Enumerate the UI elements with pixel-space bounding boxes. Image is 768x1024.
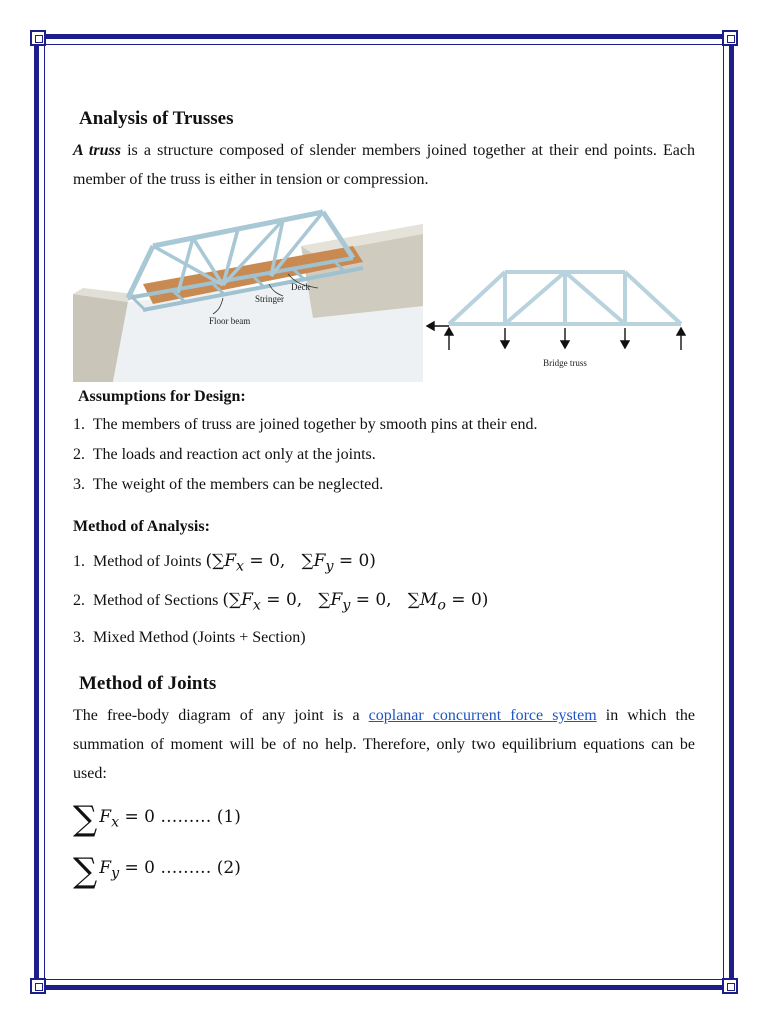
section-title-method-of-joints: Method of Joints bbox=[79, 672, 217, 694]
document-content bbox=[73, 100, 695, 897]
section-title-analysis-of-trusses: Analysis of Trusses bbox=[79, 108, 234, 129]
list-item-method-of-sections: 2. Method of Sections ($\sum F_x = 0$, $\sum F_y = 0$, $\sum M_o = 0$) bbox=[73, 590, 489, 614]
sigma-symbol: ∑ bbox=[73, 799, 98, 840]
corner-ornament-bottom-left bbox=[30, 978, 46, 994]
sigma-symbol: ∑ bbox=[73, 850, 98, 891]
equation-sum-fx: ∑ $F_x = 0$ ……… (1) bbox=[73, 799, 241, 840]
truss-definition-text: is a structure composed of slender members joined together at their end points. Each member of the truss is either in tension or compression. bbox=[73, 142, 696, 188]
truss-definition-paragraph bbox=[73, 136, 695, 194]
list-item: 3. The weight of the members can be neglected. bbox=[73, 476, 384, 493]
joints-equations: ($\sum F_x = 0$, $\sum F_y = 0$) bbox=[205, 551, 376, 575]
label-floor-beam: Floor beam bbox=[209, 316, 251, 326]
assumptions-list bbox=[73, 410, 695, 500]
bridge-truss-caption: Bridge truss bbox=[543, 358, 587, 368]
bridge-truss-diagram bbox=[425, 206, 695, 382]
bridge-3d-illustration bbox=[73, 206, 423, 382]
methods-list bbox=[73, 544, 695, 653]
list-item-mixed-method: 3. Mixed Method (Joints + Section) bbox=[73, 628, 306, 646]
list-item: 2. The loads and reaction act only at the joints. bbox=[73, 446, 376, 463]
coplanar-concurrent-force-system-link[interactable]: coplanar concurrent force system bbox=[368, 706, 597, 724]
corner-ornament-top-right bbox=[722, 30, 738, 46]
corner-ornament-top-left bbox=[30, 30, 46, 46]
truss-term: A truss bbox=[73, 142, 121, 159]
figures-row bbox=[73, 206, 695, 382]
list-item: 1. The members of truss are joined together by smooth pins at their end. bbox=[73, 416, 538, 433]
assumptions-heading: Assumptions for Design: bbox=[78, 388, 246, 405]
method-of-joints-paragraph: The free-body diagram of any joint is a coplanar concurrent force system in which the summation of moment will be of no help. Therefore, only two equilibrium equations can be used: bbox=[73, 706, 695, 782]
corner-ornament-bottom-right bbox=[722, 978, 738, 994]
method-of-analysis-heading: Method of Analysis: bbox=[73, 518, 210, 535]
label-stringer: Stringer bbox=[255, 294, 284, 304]
list-item-method-of-joints: 1. Method of Joints ($\sum F_x = 0$, $\sum F_y = 0$) bbox=[73, 551, 376, 575]
equation-sum-fy: ∑ $F_y = 0$ ……… (2) bbox=[73, 850, 241, 891]
label-deck: Deck bbox=[291, 282, 310, 292]
sections-equations: ($\sum F_x = 0$, $\sum F_y = 0$, $\sum M_o = 0$) bbox=[222, 590, 489, 614]
